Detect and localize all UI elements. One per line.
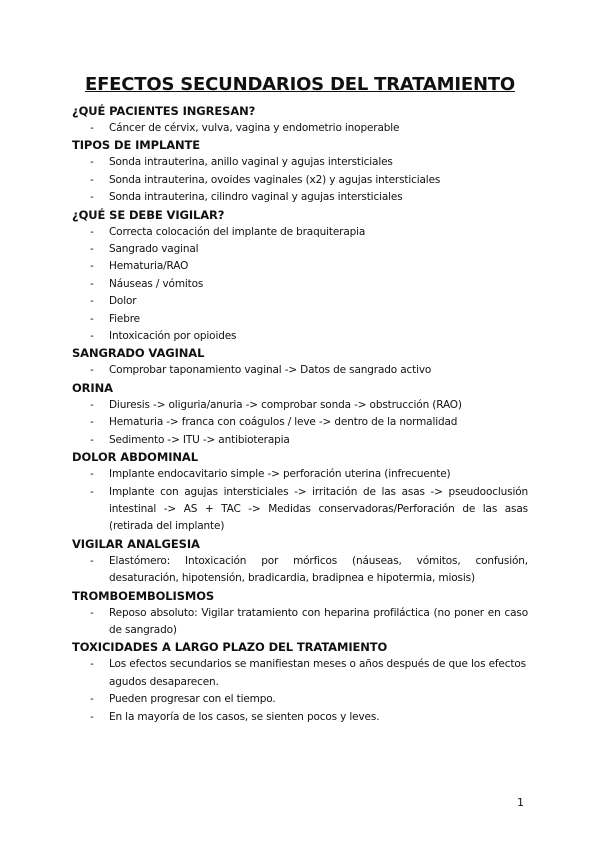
list-item: - Implante endocavitario simple -> perforación uterina (infrecuente) xyxy=(72,466,528,483)
bullet-dash: - xyxy=(90,433,94,446)
bullet-dash: - xyxy=(90,468,94,481)
bullet-dash: - xyxy=(90,260,94,273)
bullet-dash: - xyxy=(90,693,94,706)
bullet-dash: - xyxy=(90,277,94,290)
list-item: - Sonda intrauterina, cilindro vaginal y agujas intersticiales xyxy=(72,189,528,206)
section-sangrado-vaginal xyxy=(72,345,528,379)
section-vigilar-analgesia xyxy=(72,536,528,588)
section-tipos-implante xyxy=(72,137,528,206)
bullet-list xyxy=(72,553,528,588)
bullet-dash: - xyxy=(90,398,94,411)
list-item: - Implante con agujas intersticiales -> irritación de las asas -> pseudooclusión intestinal -> AS + TAC -> Medidas conservadoras/Perforación de las asas (retirada del implante) xyxy=(90,485,528,533)
list-item: - Náuseas / vómitos xyxy=(72,276,528,293)
list-item: - Sonda intrauterina, ovoides vaginales (x2) y agujas intersticiales xyxy=(72,172,528,189)
bullet-dash: - xyxy=(90,191,94,204)
section-pacientes xyxy=(72,103,528,137)
list-item: - Sangrado vaginal xyxy=(72,241,528,258)
section-tromboembolismos xyxy=(72,588,528,640)
bullet-dash: - xyxy=(90,173,94,186)
list-item: - Elastómero: Intoxicación por mórficos (náuseas, vómitos, confusión, desaturación, hipotensión, bradicardia, bradipnea e hipotermia, miosis) xyxy=(90,554,528,585)
bullet-list xyxy=(72,605,528,640)
list-item: - Dolor xyxy=(72,293,528,310)
page-number: 1 xyxy=(517,796,524,809)
section-heading: SANGRADO VAGINAL xyxy=(72,346,205,361)
section-heading: VIGILAR ANALGESIA xyxy=(72,536,200,551)
list-item: - En la mayoría de los casos, se sienten pocos y leves. xyxy=(72,709,528,726)
document-body xyxy=(72,103,528,726)
bullet-dash: - xyxy=(90,416,94,429)
list-item: - Hematuria -> franca con coágulos / leve -> dentro de la normalidad xyxy=(72,414,528,431)
list-item: - Fiebre xyxy=(72,311,528,328)
section-heading: ¿QUÉ PACIENTES INGRESAN? xyxy=(72,104,256,118)
bullet-dash: - xyxy=(90,122,94,134)
section-heading: ORINA xyxy=(72,380,113,395)
list-item: - Intoxicación por opioides xyxy=(72,328,528,345)
section-orina xyxy=(72,380,528,449)
bullet-dash: - xyxy=(90,330,94,343)
bullet-dash: - xyxy=(90,554,94,567)
section-heading: TIPOS DE IMPLANTE xyxy=(72,138,201,153)
bullet-dash: - xyxy=(90,295,94,308)
list-item: - Sonda intrauterina, anillo vaginal y agujas intersticiales xyxy=(72,154,528,171)
bullet-dash: - xyxy=(90,658,94,671)
list-item: - Comprobar taponamiento vaginal -> Datos de sangrado activo xyxy=(72,362,528,379)
bullet-dash: - xyxy=(90,606,94,619)
section-heading: TROMBOEMBOLISMOS xyxy=(72,588,215,603)
bullet-list xyxy=(72,397,528,449)
bullet-list xyxy=(72,224,528,346)
document-title: EFECTOS SECUNDARIOS DEL TRATAMIENTO xyxy=(84,74,516,95)
section-heading: DOLOR ABDOMINAL xyxy=(72,450,198,465)
bullet-dash: - xyxy=(90,485,94,498)
bullet-list xyxy=(72,466,528,536)
bullet-dash: - xyxy=(90,710,94,723)
bullet-list xyxy=(72,362,528,379)
bullet-dash: - xyxy=(90,156,94,169)
bullet-list xyxy=(72,656,528,726)
section-toxicidades xyxy=(72,639,528,726)
section-vigilar xyxy=(72,207,528,346)
list-item: - Reposo absoluto: Vigilar tratamiento con heparina profiláctica (no poner en caso de sangrado) xyxy=(90,606,528,636)
section-dolor-abdominal xyxy=(72,449,528,536)
section-heading: ¿QUÉ SE DEBE VIGILAR? xyxy=(72,207,225,222)
section-heading: TOXICIDADES A LARGO PLAZO DEL TRATAMIENTO xyxy=(72,640,388,655)
bullet-list xyxy=(72,120,528,137)
list-item: - Diuresis -> oliguria/anuria -> comprobar sonda -> obstrucción (RAO) xyxy=(72,397,528,414)
list-item: - Cáncer de cérvix, vulva, vagina y endometrio inoperable xyxy=(72,120,528,137)
list-item: - Sedimento -> ITU -> antibioterapia xyxy=(72,432,528,449)
list-item: - Hematuria/RAO xyxy=(72,258,528,275)
bullet-dash: - xyxy=(90,364,94,377)
bullet-dash: - xyxy=(90,243,94,256)
list-item: - Los efectos secundarios se manifiestan meses o años después de que los efectos agudos desaparecen. xyxy=(90,658,526,688)
bullet-list xyxy=(72,154,528,206)
bullet-dash: - xyxy=(90,312,94,325)
bullet-dash: - xyxy=(90,225,94,238)
list-item: - Correcta colocación del implante de braquiterapia xyxy=(72,224,528,241)
list-item: - Pueden progresar con el tiempo. xyxy=(72,691,528,708)
